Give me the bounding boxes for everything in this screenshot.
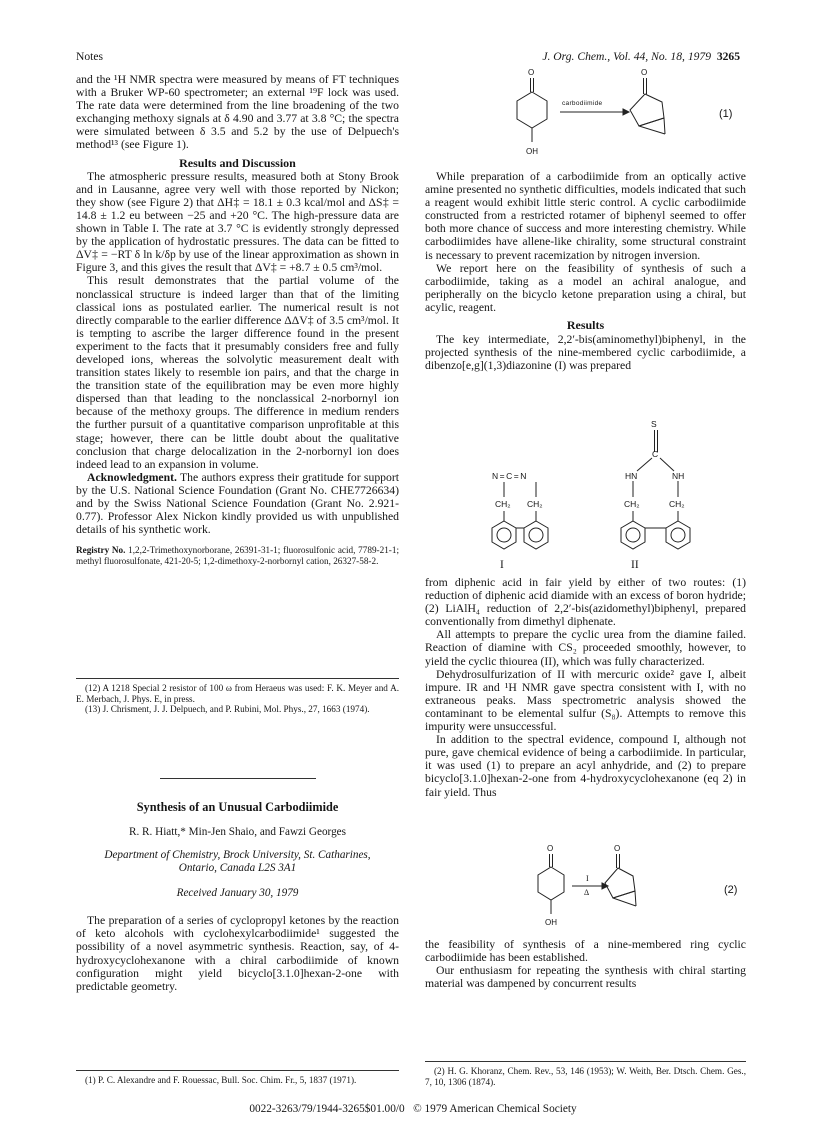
abstract-paragraph: The preparation of a series of cyclopropyl ketones by the reaction of keto alcohols with cyclohexylcarbodiimide¹ suggested the possibility of a novel asymmetric synthesis. Reaction, say, of 4-hydroxycyclohexanone with a chiral carbodiimide of known configuration might yield bicyclo[3.1.0]hexan-2-one with predictable geometry.	[76, 914, 399, 993]
right-column-upper	[425, 170, 746, 372]
intro-paragraph: and the ¹H NMR spectra were measured by means of FT techniques with a Bruker WP-60 spectrometer; an external ¹⁹F lock was used. The rate data were determined from the line broadening of the two exchanging methoxy signals at δ 4.90 and 3.77 at 3.8 °C; the spectra were simulated between δ 3.5 and 5.2 by the use of Delpuech's method¹³ (see Figure 1).	[76, 73, 399, 152]
body-paragraph: We report here on the feasibility of synthesis of such a carbodiimide, taking as a model an achiral analogue, and peripherally on the bicyclo ketone preparation using a chiral, but acylic, reagent.	[425, 261, 746, 314]
running-header-left: Notes	[76, 50, 104, 63]
body-paragraph: Our enthusiasm for repeating the synthesis with chiral starting material was dampened by concurrent results	[425, 964, 746, 991]
eq2-product-oxygen-label: O	[614, 844, 621, 853]
equation-1-number: (1)	[719, 108, 733, 120]
eq1-hydroxyl-label: OH	[526, 147, 538, 156]
body-paragraph: from diphenic acid in fair yield by either of two routes: (1) reduction of diphenic acid diamide with an excess of boron hydride; (2) LiAlH₄ reduction of 2,2′-bis(azidomethyl)biphenyl, prepared conventionally from dimethyl diphenate.	[425, 576, 746, 629]
nh-label: NH	[672, 471, 685, 481]
results-heading: Results	[566, 318, 605, 333]
structure-II-label: II	[631, 559, 639, 571]
affiliation-line-1: Department of Chemistry, Brock University, St. Catharines,	[104, 849, 371, 862]
footnote-rule	[76, 1070, 399, 1071]
eq1-product-oxygen-label: O	[641, 68, 648, 77]
equation-2-number: (2)	[724, 884, 738, 896]
carbodiimide-group-label: N=C=N	[492, 471, 528, 481]
eq2-reagent-bottom: Δ	[584, 888, 590, 897]
body-paragraph: While preparation of a carbodiimide from an optically active amine presented no synthetic difficulties, models indicated that such a reagent would exhibit little steric control. A cyclic carbodiimide constructed from a restricted rotamer of biphenyl seemed to offer both more chance of success and more interesting chemistry. While carbodiimides have allene-like chirality, some structural constraint is necessary to prevent racemization by nitrogen inversion.	[425, 170, 746, 262]
eq1-reagent-label: carbodiimide	[562, 100, 603, 107]
affiliation-line-2: Ontario, Canada L2S 3A1	[178, 862, 297, 875]
page-number: 3265	[716, 50, 740, 63]
results-discussion-heading: Results and Discussion	[179, 155, 296, 170]
acknowledgment-label: Acknowledgment.	[87, 470, 177, 484]
ch2-label: CH₂	[624, 499, 640, 509]
eq1-oxygen-label: O	[528, 68, 535, 77]
body-paragraph: In addition to the spectral evidence, compound I, although not pure, gave chemical evidence of being a carbodiimide. In particular, it was used (1) to prepare an acyl anhydride, and (2) to prepare bicyclo[3.1.0]hexan-2-one from 4-hydroxycyclohexanone (eq 2) in fair yield. Thus	[425, 733, 746, 799]
eq2-hydroxyl-label: OH	[545, 918, 557, 927]
article-title: Synthesis of an Unusual Carbodiimide	[136, 800, 339, 814]
ch2-label: CH₂	[669, 499, 685, 509]
journal-name: J. Org. Chem.	[542, 50, 608, 63]
equation-1-structure	[505, 68, 675, 162]
article-authors: R. R. Hiatt,* Min-Jen Shaio, and Fawzi Georges	[129, 826, 346, 839]
equation-2-structure	[530, 844, 650, 932]
page-footer	[163, 1103, 663, 1115]
acknowledgment-text: The authors express their gratitude for support by the U.S. National Science Foundation (Grant No. CHE7726634) and by the Swiss National Science Foundation (Grant No. 2.921-0.77). Professor Alex Nickon kindly provided us with unpublished details of his synthetic work.	[76, 470, 399, 537]
footnote-12: (12) A 1218 Special 2 resistor of 100 ω from Heraeus was used: F. K. Meyer and A. E. Merbach, J. Phys. E, in press.	[76, 683, 399, 704]
right-column-lower	[425, 938, 746, 990]
structure-I-label: I	[500, 559, 504, 571]
body-paragraph: The atmospheric pressure results, measured both at Stony Brook and in Lausanne, agree very well with those reported by Nickon; they show (see Figure 2) that ΔH‡ = 18.1 ± 0.3 kcal/mol and ΔS‡ = 14.8 ± 1.2 eu between −25 and +20 °C. The high-pressure data are shown in Table I. The rate at 3.7 °C is evidently strongly depressed by the application of hydrostatic pressures. The data can be fitted to ΔV‡ = −RT δ ln k/δp by use of the linear approximation as shown in Figure 3, and this gives the result that ΔV‡ = +8.7 ± 0.5 cm³/mol.	[76, 169, 399, 275]
footnote-1: (1) P. C. Alexandre and F. Rouessac, Bull. Soc. Chim. Fr., 5, 1837 (1971).	[85, 1075, 357, 1085]
eq2-oxygen-label: O	[547, 844, 554, 853]
registry-text: 1,2,2-Trimethoxynorborane, 26391-31-1; fluorosulfonic acid, 7789-21-1; methyl fluorosulfonate, 421-20-5; 1,2-dimethoxy-2-norbornyl cation, 26327-58-2.	[76, 545, 399, 566]
ch2-label: CH₂	[495, 499, 511, 509]
body-paragraph: Dehydrosulfurization of II with mercuric oxide² gave I, albeit impure. IR and ¹H NMR gave spectra consistent with I, with no extraneous peaks. Mass spectrometric analysis showed the contaminant to be elemental sulfur (S₈). Attempts to remove this impurity were unsuccessful.	[425, 667, 746, 734]
body-paragraph: All attempts to prepare the cyclic urea from the diamine failed. Reaction of diamine with CS₂ proceeded smoothly, however, to yield the cyclic thiourea (II), which was fully characterized.	[425, 628, 746, 668]
footnote-2: (2) H. G. Khoranz, Chem. Rev., 53, 146 (1953); W. Weith, Ber. Dtsch. Chem. Ges., 7, 10, 1306 (1874).	[425, 1066, 746, 1087]
body-paragraph: The key intermediate, 2,2′-bis(aminomethyl)biphenyl, in the projected synthesis of the nine-membered cyclic carbodiimide, a dibenzo[e,g](1,3)diazonine (I) was prepared	[425, 333, 746, 373]
sulfur-label: S	[651, 419, 657, 429]
right-column-middle	[425, 576, 746, 799]
body-paragraph: This result demonstrates that the partial volume of the nonclassical structure is indeed larger than that of the limiting classical ions as postulated earlier. The numerical result is not directly comparable to the earlier difference ΔΔV‡ of 3.5 cm³/mol. It is tempting to ascribe the larger difference found in the present experiment to the facts that it presumably considers free and fully developed ions, whereas the solvolytic measurement dealt with transition states likely to resemble ion pairs, and that the charge in the transition state of the equilibration may be even more highly dispersed than that leading to the nonclassical 2-norbornyl ion because of the methoxy groups. The difference in medium renders the further pursuit of a quantitative comparison unprofitable at this stage; however, there can be little doubt about the qualitative conclusion that charge delocalization in the 2-norbornyl ion does indeed lead to an expansion in volume.	[76, 274, 399, 471]
footnote-rule	[76, 678, 399, 679]
registry-label: Registry No.	[76, 545, 126, 556]
document-code: 0022-3263/79/1944-3265$01.00/0	[249, 1103, 405, 1115]
hn-label: HN	[625, 471, 638, 481]
body-paragraph: the feasibility of synthesis of a nine-membered ring cyclic carbodiimide has been established.	[425, 938, 746, 965]
eq2-reagent-top: I	[586, 874, 589, 883]
ch2-label: CH₂	[527, 499, 543, 509]
carbon-label: C	[652, 449, 659, 459]
article-separator-rule	[160, 778, 316, 779]
structures-svg	[480, 425, 710, 555]
copyright-notice: © 1979 American Chemical Society	[413, 1103, 577, 1115]
running-header-right	[507, 50, 740, 63]
structures-I-II	[480, 419, 710, 555]
left-footnotes	[76, 683, 399, 715]
journal-volume: , Vol. 44, No. 18, 1979	[607, 50, 712, 63]
footnote-13: (13) J. Chrisment, J. J. Delpuech, and P. Rubini, Mol. Phys., 27, 1663 (1974).	[85, 704, 370, 715]
received-date: Received January 30, 1979	[176, 887, 299, 900]
new-article	[76, 801, 399, 993]
left-column-top	[76, 73, 399, 566]
registry-block	[76, 545, 399, 566]
footnote-rule	[425, 1061, 746, 1062]
